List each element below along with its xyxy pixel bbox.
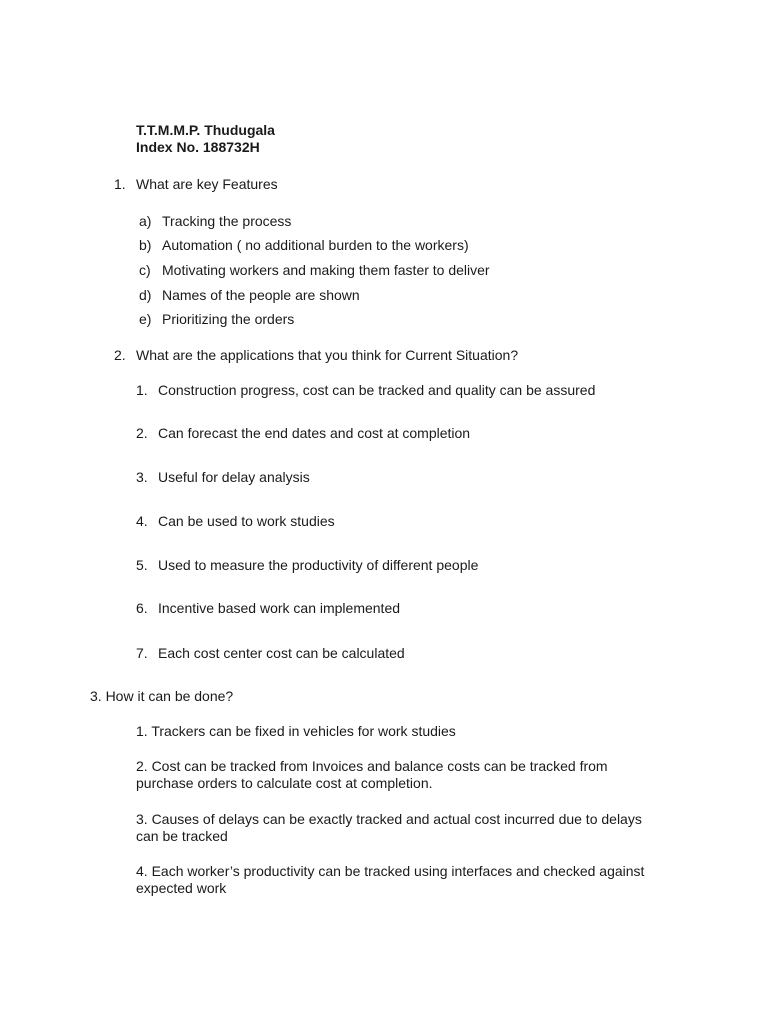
list-item: Tracking the process [162,213,292,229]
list-item: 4. Each worker’s productivity can be tracked using interfaces and checked against expected work [136,863,645,896]
list-item-marker: 2. [136,425,148,441]
question-2-text: What are the applications that you think for Current Situation? [136,347,519,363]
list-item: Automation ( no additional burden to the workers) [162,237,469,253]
list-item: Construction progress, cost can be tracked and quality can be assured [158,382,596,398]
list-item-marker: 6. [136,600,148,616]
question-3-text: 3. How it can be done? [90,688,234,704]
list-item: Used to measure the productivity of different people [158,557,479,573]
list-item-marker: a) [139,213,152,229]
list-item: Motivating workers and making them faster to deliver [162,262,490,278]
list-item: 1. Trackers can be fixed in vehicles for work studies [136,723,456,739]
list-item: 3. Causes of delays can be exactly tracked and actual cost incurred due to delays can be tracked [136,811,642,844]
list-item-marker: 7. [136,645,148,661]
list-item: Prioritizing the orders [162,311,295,327]
question-1-number: 1. [114,176,126,192]
list-item: Useful for delay analysis [158,469,310,485]
list-item-marker: 4. [136,513,148,529]
list-item-marker: b) [139,237,152,253]
list-item-marker: 5. [136,557,148,573]
list-item-marker: c) [139,262,151,278]
list-item-marker: 3. [136,469,148,485]
question-1-text: What are key Features [136,176,278,192]
list-item-marker: 1. [136,382,148,398]
list-item: Each cost center cost can be calculated [158,645,405,661]
question-2-number: 2. [114,347,126,363]
list-item: Can be used to work studies [158,513,335,529]
list-item-marker: e) [139,311,152,327]
author-name: T.T.M.M.P. Thudugala [136,122,275,138]
list-item: Incentive based work can implemented [158,600,401,616]
list-item: Can forecast the end dates and cost at completion [158,425,471,441]
list-item-marker: d) [139,287,152,303]
index-number: Index No. 188732H [136,139,260,155]
list-item: Names of the people are shown [162,287,360,303]
list-item: 2. Cost can be tracked from Invoices and balance costs can be tracked from purchase orders to calculate cost at completion. [136,758,608,791]
